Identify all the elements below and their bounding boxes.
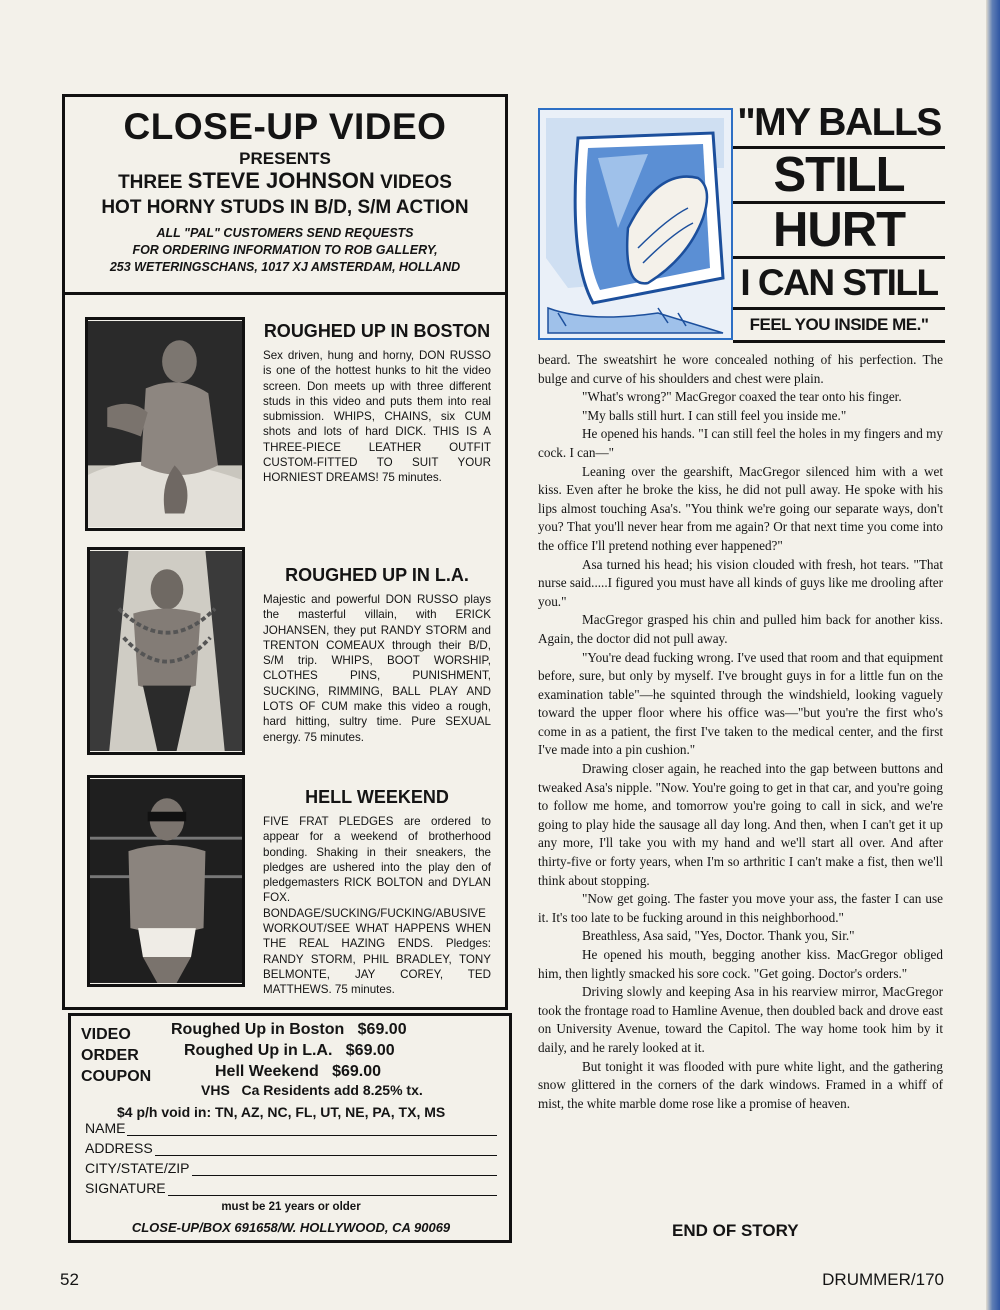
headline-line: I CAN STILL (733, 259, 945, 310)
ad-title: CLOSE-UP VIDEO (123, 106, 447, 147)
video-block-la (263, 565, 491, 745)
coupon-item[interactable] (171, 1019, 501, 1040)
story-paragraph: MacGregor grasped his chin and pulled him back for another kiss. Again, the doctor did not pull away. (538, 612, 943, 646)
headline-line: HURT (733, 204, 945, 259)
story-paragraph: He opened his mouth, begging another kiss. MacGregor obliged him, then lightly smacked his sore cock. "Get going. Doctor's orders." (538, 947, 943, 981)
ad-tagline-post: VIDEOS (380, 172, 452, 193)
headline-line: "MY BALLS (733, 100, 945, 149)
story-paragraph: Asa turned his head; his vision clouded with fresh, hot tears. "That nurse said.....I figured you must have all kinds of guys like me drooling after you." (538, 556, 943, 609)
video-description: Sex driven, hung and horny, DON RUSSO is one of the hottest hunks to hit the video screen. Don meets up with three different studs in this video and puts them into real submission. WHIPS, CHAINS, six CUM shots and lots of hard DICK. THIS IS A THREE-PIECE LEATHER OUTFIT CUSTOM-FITTED TO SUIT YOUR HORNIEST DREAMS! 75 minutes. (263, 349, 491, 485)
video-photo-boston (85, 317, 245, 531)
coupon-item-name: Roughed Up in L.A. (184, 1042, 333, 1059)
ad-header-box (62, 94, 508, 295)
coupon-name-field[interactable] (85, 1120, 497, 1136)
coupon-item-price: $69.00 (345, 1042, 395, 1059)
story-paragraph: beard. The sweatshirt he wore concealed nothing of his perfection. The bulge and curve of his shoulders and chest were plain. (538, 352, 943, 386)
ad-tagline-2: HOT HORNY STUDS IN B/D, S/M ACTION (101, 197, 469, 218)
story-illustration (538, 108, 733, 340)
coupon-label-line: COUPON (81, 1068, 152, 1085)
coupon-item-price: $69.00 (357, 1021, 407, 1038)
photo-placeholder (90, 778, 242, 984)
video-description: Majestic and powerful DON RUSSO plays the masterful villain, with ERICK JOHANSEN, they put RANDY STORM and TRENTON COMEAUX through their B/D, S/M trip. WHIPS, BOOT WORSHIP, CLOTHES PINS, PUNISHMENT, SUCKING, RIMMING, BALL PLAY AND LOTS OF CUM make this video a rough, hard hitting, sultry time. Pure SEXUAL energy. 75 minutes. (263, 593, 491, 744)
magazine-folio: DRUMMER/170 (822, 1270, 944, 1289)
coupon-label-line: VIDEO (81, 1026, 131, 1043)
story-paragraph: Breathless, Asa said, "Yes, Doctor. Thank you, Sir." (582, 928, 855, 944)
story-paragraph: "Now get going. The faster you move your ass, the faster I can use it. It's too late to be fucking around in this neighborhood." (538, 891, 943, 925)
coupon-item[interactable] (171, 1061, 501, 1082)
coupon-age-notice: must be 21 years or older (221, 1201, 361, 1213)
field-label: SIGNATURE (85, 1180, 166, 1196)
ad-tagline-pre: THREE (118, 172, 183, 193)
video-description: FIVE FRAT PLEDGES are ordered to appear for a weekend of brotherhood bonding. Shaking in their sneakers, the pledges are ushered into the play den of pledgemasters RICK BOLTON and DYLAN FOX. BONDAGE/SUCKING/FUCKING/ABUSIVE WORKOUT/SEE WHAT HAPPENS WHEN THE REAL HAZING ENDS. Pledges: RANDY STORM, PHIL BRADLEY, TONY BELMONTE, JAY COREY, TED MATTHEWS. 75 minutes. (263, 815, 491, 997)
video-title: HELL WEEKEND (305, 787, 449, 807)
ad-pal-note (65, 225, 505, 276)
ad-pal-note-line: 253 WETERINGSCHANS, 1017 XJ AMSTERDAM, HOLLAND (109, 260, 461, 274)
video-photo-la (87, 547, 245, 755)
tv-illustration (538, 108, 733, 340)
coupon-format: VHS (201, 1082, 230, 1098)
headline-line: FEEL YOU INSIDE ME." (733, 310, 945, 343)
photo-placeholder (90, 550, 242, 752)
video-photo-hell-weekend (87, 775, 245, 987)
story-paragraph: "You're dead fucking wrong. I've used that room and that equipment before, sure, but only by myself. I've brought guys in for a little fun on the examination table"—he squinted through the windshield, looking vaguely toward the upper floor where his office was—"but you're the first who's come in as a patient, the first I've taken to the medical center, and the first I've made into a pin cushion." (538, 649, 943, 758)
coupon-signature-field[interactable] (85, 1180, 497, 1196)
coupon-void-states: $4 p/h void in: TN, AZ, NC, FL, UT, NE, PA, TX, MS (117, 1104, 446, 1120)
headline-line: STILL (733, 149, 945, 204)
field-line[interactable] (168, 1182, 497, 1196)
story-paragraph: Driving slowly and keeping Asa in his rearview mirror, MacGregor took the frontage road to Hamline Avenue, then doubled back and drove east on University Avenue, toward the Capitol. The way home took him by it daily, and he rarely looked at it. (538, 984, 943, 1055)
page-edge (986, 0, 1000, 1310)
coupon-label-line: ORDER (81, 1047, 139, 1064)
video-title: ROUGHED UP IN BOSTON (263, 321, 491, 341)
field-line[interactable] (192, 1162, 498, 1176)
page-number: 52 (60, 1270, 79, 1289)
field-label: CITY/STATE/ZIP (85, 1160, 190, 1176)
field-label: NAME (85, 1120, 126, 1136)
story-paragraph: But tonight it was flooded with pure white light, and the gathering snow glittered in the corners of the dark windows. Framed in a whiff of mist, the white marble dome rose like a promise of heaven. (538, 1058, 943, 1111)
coupon-mail-address: CLOSE-UP/BOX 691658/W. HOLLYWOOD, CA 90069 (131, 1220, 451, 1235)
story-paragraph: "What's wrong?" MacGregor coaxed the tear onto his finger. (582, 389, 902, 405)
field-line[interactable] (155, 1142, 497, 1156)
ad-tagline-1 (65, 168, 505, 195)
ad-director-name: STEVE JOHNSON (187, 168, 375, 193)
photo-placeholder (88, 320, 242, 528)
ad-pal-note-line: FOR ORDERING INFORMATION TO ROB GALLERY, (132, 243, 438, 257)
coupon-tax-line (201, 1082, 423, 1098)
video-title: ROUGHED UP IN L.A. (285, 565, 469, 585)
ad-presents: PRESENTS (239, 149, 331, 168)
ad-videos-box (62, 295, 508, 1010)
coupon-address-field[interactable] (85, 1140, 497, 1156)
field-label: ADDRESS (85, 1140, 153, 1156)
coupon-city-field[interactable] (85, 1160, 497, 1176)
video-block-hell-weekend (263, 787, 491, 998)
field-line[interactable] (127, 1122, 497, 1136)
order-coupon (68, 1013, 512, 1243)
coupon-tax: Ca Residents add 8.25% tx. (241, 1082, 423, 1098)
coupon-label (81, 1024, 151, 1087)
coupon-item-price: $69.00 (332, 1063, 382, 1080)
story-headline (733, 100, 945, 342)
story-paragraph: Leaning over the gearshift, MacGregor silenced him with a wet kiss. Even after he broke the kiss, he did not pull away. He spoke with his lips almost touching Asa's. "You think we're going our separate ways, don't you? That you'll never hear from me again? Or that next time you come into the office I'll pretend nothing ever happened?" (538, 463, 943, 553)
coupon-item-name: Hell Weekend (215, 1063, 319, 1080)
coupon-item[interactable] (171, 1040, 501, 1061)
story-paragraph: Drawing closer again, he reached into the gap between buttons and tweaked Asa's nipple. "Now. You're going to get in that car, and you're going to follow me home, and tomorrow you're going to call in sick, and we're going to play hide the sausage all day long. And then, when I can't get it up any more, I'll take you with my hand and we'll start all over. And after thirty-five or forty years, when I'm so arthritic I can't make a fist, then we'll think about stopping. (538, 761, 943, 888)
story-body (538, 351, 943, 1113)
story-paragraph: "My balls still hurt. I can still feel you inside me." (582, 407, 847, 423)
video-block-boston (263, 321, 491, 486)
coupon-items (171, 1019, 501, 1082)
coupon-item-name: Roughed Up in Boston (171, 1021, 345, 1038)
ad-pal-note-line: ALL "PAL" CUSTOMERS SEND REQUESTS (156, 226, 414, 240)
end-of-story: END OF STORY (672, 1221, 799, 1240)
story-paragraph: He opened his hands. "I can still feel the holes in my fingers and my cock. I can—" (538, 426, 943, 460)
